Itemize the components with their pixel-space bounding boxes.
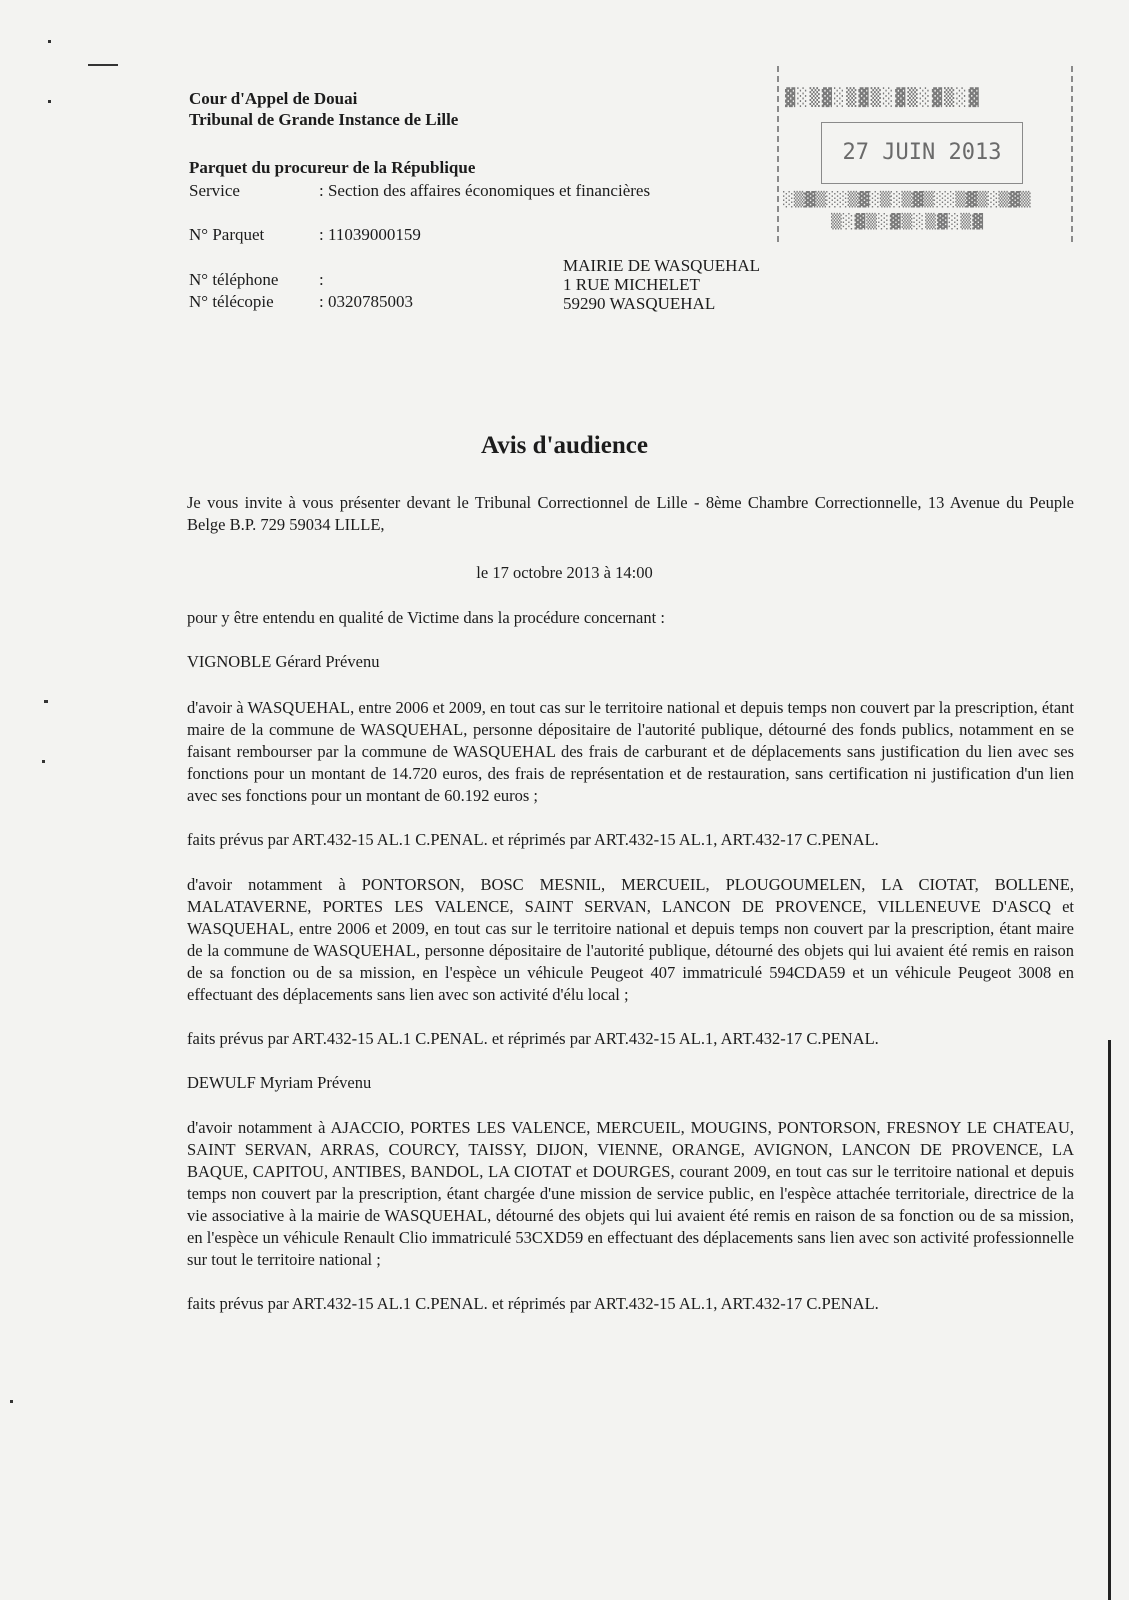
service-label: Service [189, 181, 240, 200]
charge-1-law: faits prévus par ART.432-15 AL.1 C.PENAL. et réprimés par ART.432-15 AL.1, ART.432-17 C.PENAL. [187, 830, 879, 849]
recipient-address [563, 256, 760, 313]
stamp-illegible-text: ░▒▓▒░░▒▓░▒░▒▓▒░░▒▓▒░▒▓▒ [783, 192, 1031, 208]
hearing-date: le 17 octobre 2013 à 14:00 [476, 563, 653, 582]
received-stamp [777, 66, 1073, 242]
charge-3-law: faits prévus par ART.432-15 AL.1 C.PENAL. et réprimés par ART.432-15 AL.1, ART.432-17 C.PENAL. [187, 1294, 879, 1313]
scan-mark [88, 64, 118, 66]
service-value: : Section des affaires économiques et financières [319, 181, 651, 200]
parquet-value: : 11039000159 [319, 225, 421, 244]
document-title: Avis d'audience [481, 432, 648, 459]
scan-mark [48, 100, 51, 103]
scan-mark [42, 760, 45, 763]
recipient-line-3: 59290 WASQUEHAL [563, 294, 716, 313]
service-field [189, 181, 650, 201]
recipient-line-1: MAIRIE DE WASQUEHAL [563, 256, 761, 275]
parquet-label: N° Parquet [189, 225, 265, 244]
court-header [189, 88, 458, 130]
fax-label: N° télécopie [189, 292, 274, 311]
charge-1: d'avoir à WASQUEHAL, entre 2006 et 2009, en tout cas sur le territoire national et depuis temps non couvert par la prescription, étant maire de la commune de WASQUEHAL, personne dépositaire de l'autorité publique, détourné des fonds publics, notamment en se faisant rembourser par la commune de WASQUEHAL des frais de carburant et de déplacements sans justification du lien avec ses fonctions pour un montant de 14.720 euros, des frais de représentation et de restauration, sans certification ni justification d'un lien avec ses fonctions pour un montant de 60.192 euros ; [187, 698, 1074, 805]
scan-mark [10, 1400, 13, 1403]
phone-value: : [319, 270, 324, 289]
charge-2: d'avoir notamment à PONTORSON, BOSC MESNIL, MERCUEIL, PLOUGOUMELEN, LA CIOTAT, BOLLENE, MALATAVERNE, PORTES LES VALENCE, SAINT SERVAN, LANCON DE PROVENCE, VILLENEUVE D'ASCQ et WASQUEHAL, entre 2006 et 2009, en tout cas sur le territoire national et depuis temps non couvert par la prescription, étant maire de la commune de WASQUEHAL, personne dépositaire de l'autorité publique, détourné des objets qui lui avaient été remis en raison de sa fonction ou de sa mission, en l'espèce un véhicule Peugeot 407 immatriculé 594CDA59 et un véhicule Peugeot 3008 en effectuant des déplacements sans lien avec son activité d'élu local ; [187, 875, 1074, 1004]
defendant-2: DEWULF Myriam Prévenu [187, 1073, 372, 1092]
stamp-date: 27 JUIN 2013 [821, 122, 1023, 184]
tribunal-name: Tribunal de Grande Instance de Lille [189, 110, 459, 129]
scan-mark [48, 40, 51, 43]
parquet-title: Parquet du procureur de la République [189, 158, 476, 177]
stamp-illegible-text: ▓░▒▓░▒▓▒░▓▒░▓▒░▓ [785, 88, 981, 108]
role-line: pour y être entendu en qualité de Victime dans la procédure concernant : [187, 608, 665, 627]
recipient-line-2: 1 RUE MICHELET [563, 275, 700, 294]
court-name: Cour d'Appel de Douai [189, 89, 358, 108]
stamp-illegible-text: ▒░▓▒░▓▒░▒▓░▒▓ [831, 214, 984, 230]
scan-edge-line [1108, 1040, 1111, 1600]
charge-2-law: faits prévus par ART.432-15 AL.1 C.PENAL. et réprimés par ART.432-15 AL.1, ART.432-17 C.PENAL. [187, 1029, 879, 1048]
defendant-1: VIGNOBLE Gérard Prévenu [187, 652, 380, 671]
fax-value: : 0320785003 [319, 292, 413, 311]
invitation-paragraph: Je vous invite à vous présenter devant le Tribunal Correctionnel de Lille - 8ème Chambre Correctionnelle, 13 Avenue du Peuple Belge B.P. 729 59034 LILLE, [187, 493, 1074, 534]
charge-3: d'avoir notamment à AJACCIO, PORTES LES VALENCE, MERCUEIL, MOUGINS, PONTORSON, FRESNOY LE CHATEAU, SAINT SERVAN, ARRAS, COURCY, TAISSY, DIJON, VIENNE, ORANGE, AVIGNON, LANCON DE PROVENCE, LA BAQUE, CAPITOU, ANTIBES, BANDOL, LA CIOTAT et DOURGES, courant 2009, en tout cas sur le territoire national et depuis temps non couvert par la prescription, étant chargée d'une mission de service public, en l'espèce attachée territoriale, directrice de la vie associative à la mairie de WASQUEHAL, détourné des objets qui lui avaient été remis en raison de sa fonction ou de sa mission, en l'espèce un véhicule Renault Clio immatriculé 53CXD59 en effectuant des déplacements sans lien avec son activité professionnelle sur tout le territoire national ; [187, 1118, 1074, 1269]
scan-mark [44, 700, 48, 703]
parquet-field [189, 225, 421, 245]
phone-field [189, 270, 324, 290]
phone-label: N° téléphone [189, 270, 279, 289]
fax-field [189, 292, 413, 312]
